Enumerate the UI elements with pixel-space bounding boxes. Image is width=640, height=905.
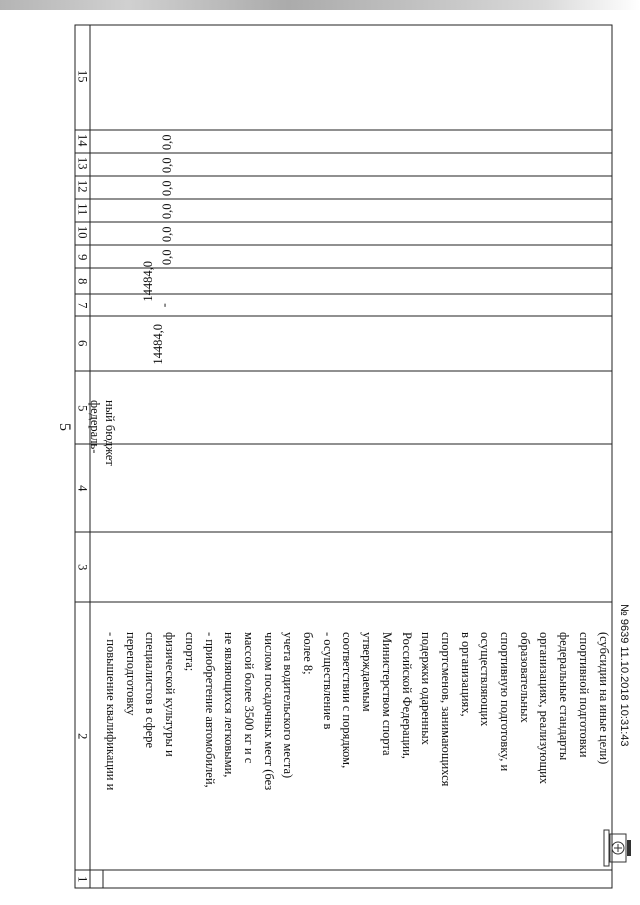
page-number: 5 <box>56 423 73 431</box>
row-description-line: федеральные стандарты <box>557 632 572 761</box>
row-description-line: - осуществление в <box>320 632 335 730</box>
value-col-8: 14484,0 <box>140 260 155 302</box>
value-col-14: 0,0 <box>159 134 174 151</box>
header-col-8: 8 <box>75 278 90 285</box>
row-description-line: образовательных <box>517 632 532 723</box>
row-description-line: числом посадочных мест (без <box>261 632 276 791</box>
row-description-line: массой более 3500 кг и с <box>241 632 256 764</box>
row-description-line: подержки одаренных <box>419 632 434 745</box>
row-description-line: учета водительского места) <box>281 632 296 779</box>
header-col-9: 9 <box>75 254 90 261</box>
row-description-line: (субсидии на иные цели) <box>596 632 611 765</box>
row-description-line: утверждаемым <box>360 632 375 712</box>
row-description-line: более 8; <box>301 632 315 675</box>
row-description-line: соответствии с порядком, <box>340 632 355 769</box>
registration-stamp: № 9639 11.10.2018 10:31:43 <box>618 604 630 747</box>
header-col-14: 14 <box>75 134 90 147</box>
header-col-1: 1 <box>75 876 90 883</box>
header-col-13: 13 <box>75 157 90 170</box>
header-col-12: 12 <box>75 180 90 193</box>
value-col-11: 0,0 <box>159 203 174 220</box>
emblem-icon <box>602 826 632 870</box>
row-description-line: спорта; <box>182 632 197 672</box>
row-description-line: осуществляющих <box>478 632 493 727</box>
row-description-line: спортивную подготовку, и <box>498 632 512 772</box>
header-col-10: 10 <box>75 226 90 239</box>
header-col-4: 4 <box>75 485 90 492</box>
row-description-line: физической культуры и <box>163 632 178 757</box>
header-col-15: 15 <box>75 70 90 83</box>
header-col-6: 6 <box>75 340 90 347</box>
header-col-7: 7 <box>75 302 90 309</box>
funding-source-line-1: федераль- <box>88 400 102 454</box>
row-description-line: - повышение квалификации и <box>104 632 118 791</box>
funding-source-line-2: ный бюджет <box>103 400 117 466</box>
value-col-7: - <box>156 303 171 308</box>
value-col-10: 0,0 <box>159 226 174 243</box>
row-description-line: Российской Федерации, <box>399 632 414 759</box>
row-description-line: организациях, реализующих <box>537 632 552 785</box>
value-col-6: 14484,0 <box>150 323 165 365</box>
header-col-3: 3 <box>75 564 90 571</box>
value-col-12: 0,0 <box>159 180 174 197</box>
value-col-13: 0,0 <box>159 157 174 174</box>
value-col-9: 0,0 <box>159 249 174 266</box>
header-col-5: 5 <box>75 405 90 412</box>
row-description-line: специалистов в сфере <box>143 632 158 749</box>
row-description-line: Министерством спорта <box>379 632 394 756</box>
header-col-2: 2 <box>75 733 90 740</box>
row-description-line: - приобретение автомобилей, <box>202 632 217 788</box>
row-description-line: переподготовку <box>123 632 138 716</box>
row-description-line: спортивной подготовки <box>576 632 591 758</box>
row-description-line: не являющихся легковыми, <box>222 632 237 778</box>
row-description-line: спортсменов, занимающихся <box>438 632 453 787</box>
header-col-11: 11 <box>75 203 90 216</box>
row-description-line: в организациях, <box>458 632 473 717</box>
